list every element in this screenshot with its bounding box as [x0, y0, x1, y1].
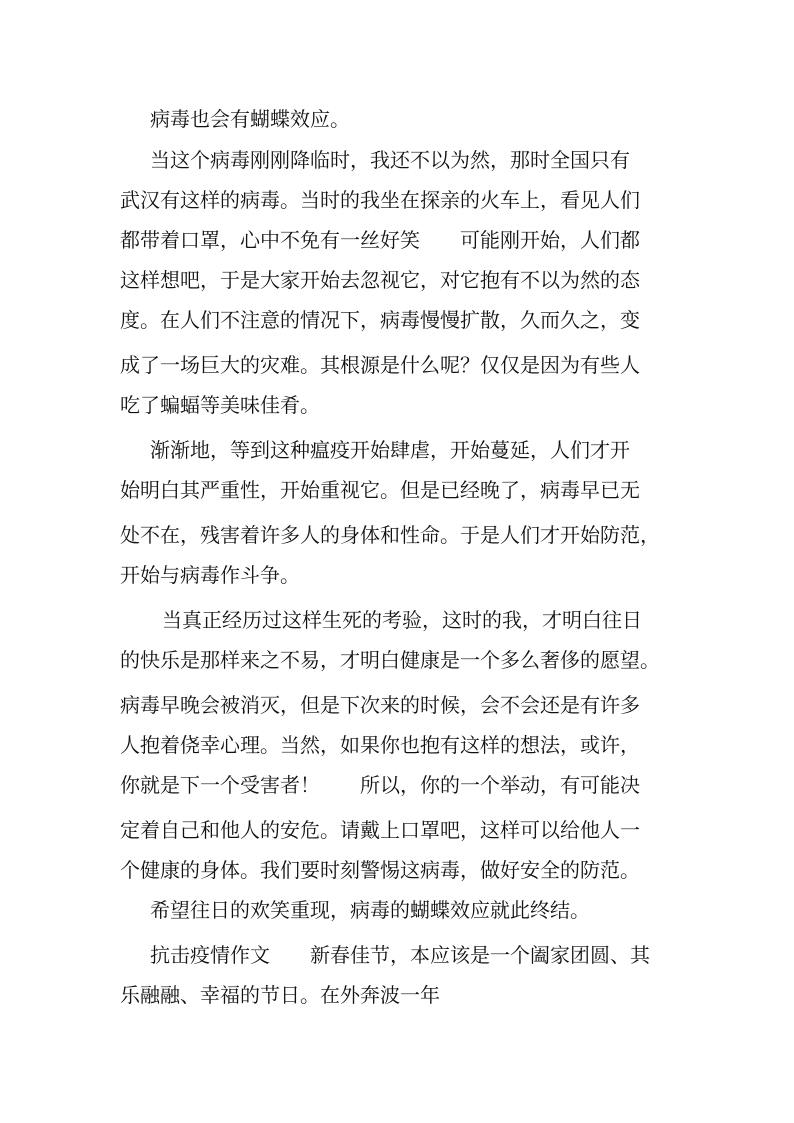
text-line: 人抱着侥幸心理。当然，如果你也抱有这样的想法，或许，	[120, 733, 640, 757]
text-line: 这样想吧，于是大家开始去忽视它，对它抱有不以为然的态	[120, 268, 640, 292]
text-line: 度。在人们不注意的情况下，病毒慢慢扩散，久而久之，变	[120, 308, 640, 332]
text-line: 武汉有这样的病毒。当时的我坐在探亲的火车上，看见人们	[120, 188, 640, 212]
text-line: 个健康的身体。我们要时刻警惕这病毒，做好安全的防范。	[120, 858, 640, 882]
text-line: 处不在，残害着许多人的身体和性命。于是人们才开始防范，	[120, 523, 660, 547]
text-line: 开始与病毒作斗争。	[120, 563, 300, 587]
text-line: 都带着口罩，心中不免有一丝好笑 可能刚开始，人们都	[120, 228, 640, 252]
text-line: 的快乐是那样来之不易，才明白健康是一个多么奢侈的愿望。	[120, 648, 660, 672]
text-line: 你就是下一个受害者！ 所以，你的一个举动，有可能决	[120, 773, 640, 797]
text-line: 病毒早晚会被消灭，但是下次来的时候，会不会还是有许多	[120, 693, 640, 717]
text-line: 乐融融、幸福的节日。在外奔波一年	[120, 983, 440, 1007]
text-line: 病毒也会有蝴蝶效应。	[150, 107, 350, 131]
text-line: 吃了蝙蝠等美味佳肴。	[120, 393, 320, 417]
text-line: 始明白其严重性，开始重视它。但是已经晚了，病毒早已无	[120, 478, 640, 502]
text-line: 渐渐地，等到这种瘟疫开始肆虐，开始蔓延，人们才开	[150, 438, 630, 462]
text-line: 成了一场巨大的灾难。其根源是什么呢？仅仅是因为有些人	[120, 353, 640, 377]
text-line: 当这个病毒刚刚降临时，我还不以为然，那时全国只有	[150, 148, 630, 172]
text-line: 希望往日的欢笑重现，病毒的蝴蝶效应就此终结。	[150, 898, 590, 922]
text-line: 当真正经历过这样生死的考验，这时的我，才明白往日	[162, 608, 642, 632]
text-line: 抗击疫情作文 新春佳节，本应该是一个阖家团圆、其	[150, 943, 650, 967]
text-line: 定着自己和他人的安危。请戴上口罩吧，这样可以给他人一	[120, 818, 640, 842]
